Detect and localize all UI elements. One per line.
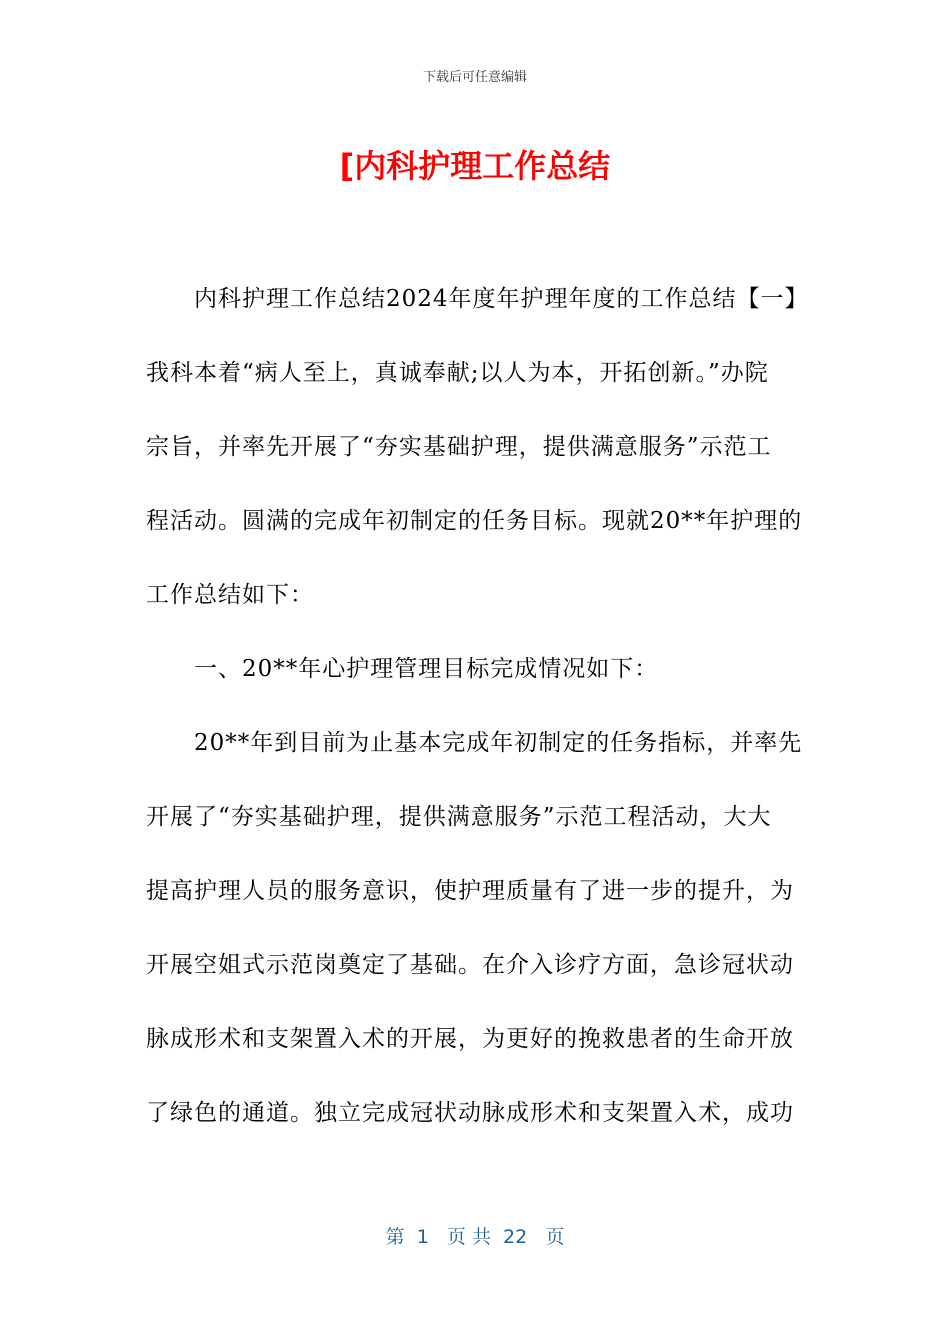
body-line: 20**年到目前为止基本完成年初制定的任务指标，并率先	[194, 730, 803, 756]
body-line: 内科护理工作总结2024年度年护理年度的工作总结【一】	[194, 286, 809, 312]
body-line: 宗旨，并率先开展了“夯实基础护理，提供满意服务”示范工	[146, 434, 772, 460]
body-line: 工作总结如下：	[146, 582, 314, 608]
body-line: 开展了“夯实基础护理，提供满意服务”示范工程活动，大大	[146, 804, 772, 830]
body-line: 程活动。圆满的完成年初制定的任务目标。现就20**年护理的	[146, 508, 803, 534]
section-heading: 一、20**年心护理管理目标完成情况如下：	[194, 656, 659, 682]
header-note: 下载后可任意编辑	[422, 70, 527, 85]
body-line: 提高护理人员的服务意识，使护理质量有了进一步的提升，为	[146, 878, 794, 904]
body-line: 我科本着“病人至上，真诚奉献;以人为本，开拓创新。”办院	[146, 360, 769, 386]
body-line: 脉成形术和支架置入术的开展，为更好的挽救患者的生命开放	[146, 1026, 794, 1052]
document-body	[146, 262, 809, 1150]
page-number-footer: 第 1 页 共 22 页	[385, 1226, 565, 1248]
body-line: 了绿色的通道。独立完成冠状动脉成形术和支架置入术，成功	[146, 1100, 794, 1126]
document-title: [内科护理工作总结	[339, 147, 611, 185]
body-line: 开展空姐式示范岗奠定了基础。在介入诊疗方面，急诊冠状动	[146, 952, 794, 978]
